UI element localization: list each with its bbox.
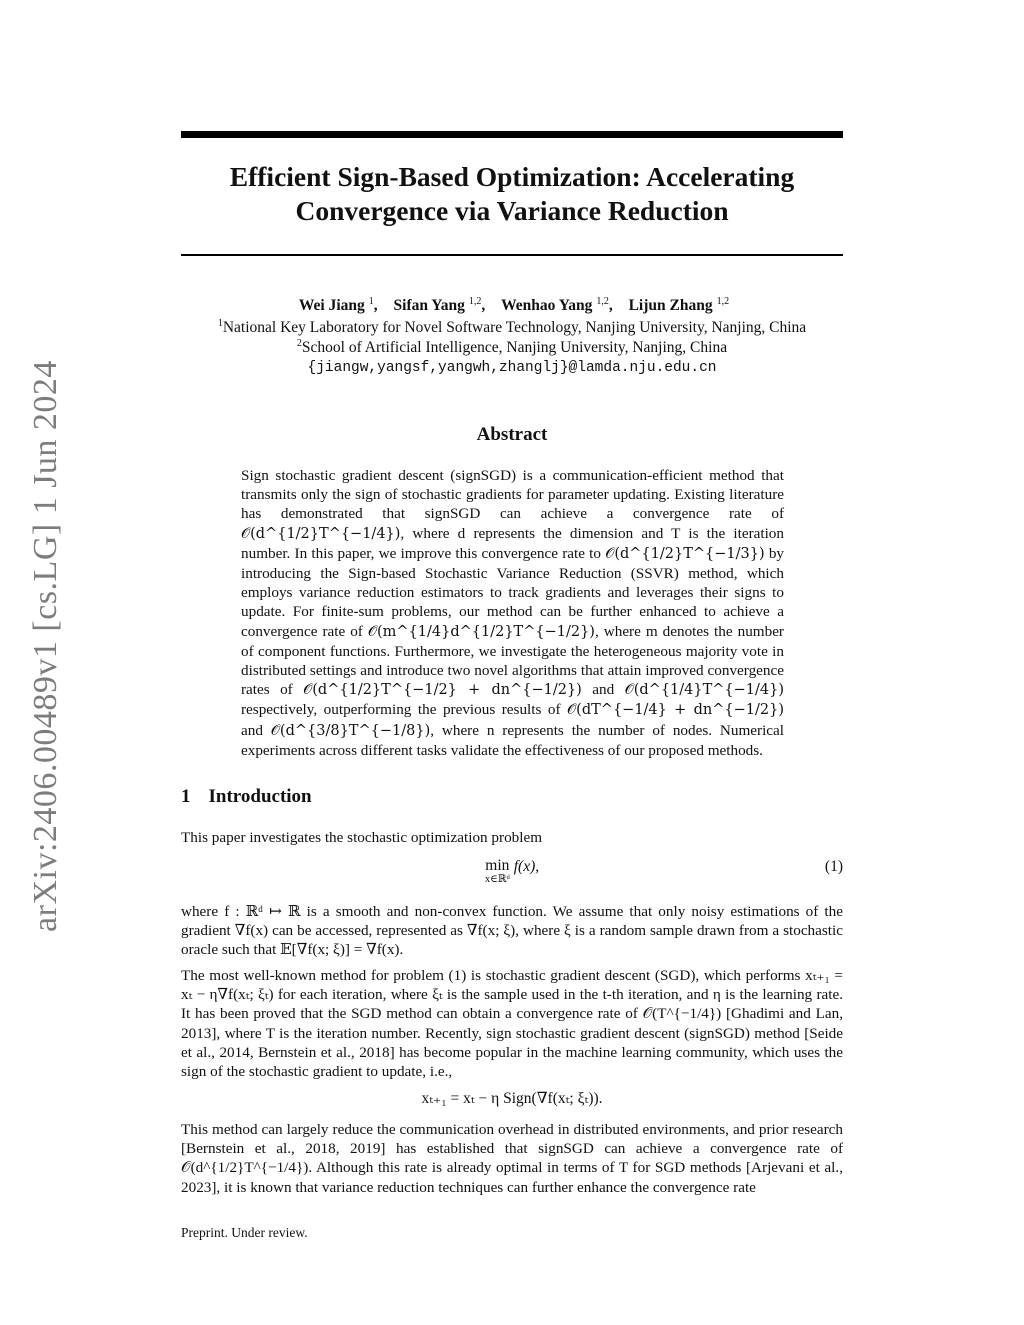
equation-number: (1) [824, 858, 843, 875]
author-1: Wei Jiang $^1$, [298, 295, 378, 314]
rate-3: 𝒪(m^{1/4}d^{1/2}T^{−1/2}) [367, 623, 595, 640]
rate-2: 𝒪(d^{1/2}T^{−1/3}) [605, 545, 765, 562]
author-emails: {jiangw,yangsf,yangwh,zhanglj}@lamda.nju.edu.cn [307, 360, 717, 376]
title-rule-top [181, 131, 843, 138]
abstract-body: Sign stochastic gradient descent (signSGD) is a communication-efficient method that transmits only the sign of stochastic gradients for parameter updating. Existing literature has demonstrated that signSGD can achieve a convergence rate of 𝒪(d^{1/2}T^{−1/4}), where d represents the dimension and T is the iteration number. In this paper, we improve this convergence rate to 𝒪(d^{1/2}T^{−1/3}) by introducing the Sign-based Stochastic Variance Reduction (SSVR) method, which employs variance reduction estimators to track gradients and leverages their signs to update. For finite-sum problems, our method can be further enhanced to achieve a convergence rate of 𝒪(m^{1/4}d^{1/2}T^{−1/2}), where m denotes the number of component functions. Furthermore, we investigate the heterogeneous majority vote in distributed settings and introduce two novel algorithms that attain improved convergence rates of 𝒪(d^{1/2}T^{−1/2} + dn^{−1/2}) and 𝒪(d^{1/4}T^{−1/4}) respectively, outperforming the previous results of 𝒪(dT^{−1/4} + dn^{−1/2}) and 𝒪(d^{3/8}T^{−1/8}), where n represents the number of nodes. Numerical experiments across different tasks validate the effectiveness of our proposed methods. [241, 467, 785, 759]
rate-7: 𝒪(d^{3/8}T^{−1/8}) [270, 722, 431, 739]
intro-paragraph-2: where f : ℝᵈ ↦ ℝ is a smooth and non-convex function. We assume that only noisy estimations of the gradient ∇f(x) can be accessed, represented as ∇f(x; ξ), where ξ is a random sample drawn from a stochastic oracle such that 𝔼[∇f(x; ξ)] = ∇f(x). [181, 903, 843, 959]
author-4: Lijun Zhang $^{1,2}$ [628, 295, 730, 314]
rate-4: 𝒪(d^{1/2}T^{−1/2} + dn^{−1/2}) [303, 682, 582, 699]
intro-paragraph-1: This paper investigates the stochastic optimization problem [181, 829, 543, 846]
footer-note: Preprint. Under review. [181, 1225, 308, 1240]
rate-5: 𝒪(d^{1/4}T^{−1/4}) [624, 682, 785, 699]
title-rule-bottom [181, 254, 843, 256]
section-heading-introduction: 1 Introduction [181, 786, 312, 807]
arxiv-stamp: arXiv:2406.00489v1 [cs.LG] 1 Jun 2024 [27, 360, 64, 932]
title-line-2: Convergence via Variance Reduction [295, 195, 729, 226]
paper-title [181, 160, 843, 228]
author-names [150, 296, 874, 316]
author-block [150, 296, 874, 378]
rate-1: 𝒪(d^{1/2}T^{−1/4}) [241, 525, 401, 542]
title-line-1: Efficient Sign-Based Optimization: Accelerating [229, 161, 795, 192]
intro-paragraph-3: The most well-known method for problem (1) is stochastic gradient descent (SGD), which performs xₜ₊₁ = xₜ − η∇f(xₜ; ξₜ) for each iteration, where ξₜ is the sample used in the t-th iteration, and η is the learning rate. It has been proved that the SGD method can obtain a convergence rate of 𝒪(T^{−1/4}) [Ghadimi and Lan, 2013], where T is the iteration number. Recently, sign stochastic gradient descent (signSGD) method [Seide et al., 2014, Bernstein et al., 2018] has become popular in the machine learning community, which uses the sign of the stochastic gradient to update, i.e., [181, 967, 843, 1081]
abstract-heading: Abstract [476, 424, 548, 445]
rate-6: 𝒪(dT^{−1/4} + dn^{−1/2}) [567, 702, 785, 719]
intro-paragraph-4: This method can largely reduce the communication overhead in distributed environments, and prior research [Bernstein et al., 2018, 2019] has established that signSGD can achieve a convergence rate of 𝒪(d^{1/2}T^{−1/4}). Although this rate is already optimal in terms of T for SGD methods [Arjevani et al., 2023], it is known that variance reduction techniques can further enhance the convergence rate [181, 1121, 843, 1196]
author-2: Sifan Yang $^{1,2}$, [393, 295, 486, 314]
equation-1: min x∈ℝᵈ f(x), (1) [484, 857, 843, 885]
affiliation-2: $^2$School of Artificial Intelligence, Nanjing University, Nanjing, China [296, 337, 728, 356]
min-operator: min x∈ℝᵈ [484, 857, 510, 885]
author-3: Wenhao Yang $^{1,2}$, [501, 295, 613, 314]
equation-signsgd: xₜ₊₁ = xₜ − η Sign(∇f(xₜ; ξₜ)). [421, 1090, 603, 1107]
affiliation-1: $^1$National Key Laboratory for Novel Software Technology, Nanjing University, Nanjing, China [217, 317, 807, 336]
